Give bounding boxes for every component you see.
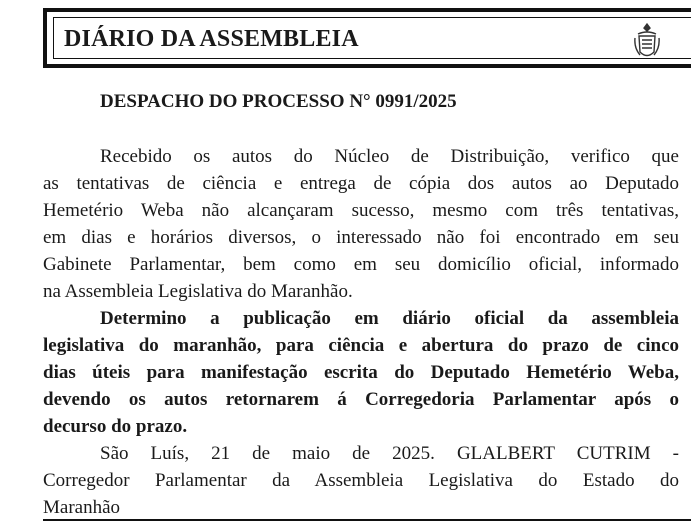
gazette-title: DIÁRIO DA ASSEMBLEIA: [64, 26, 359, 52]
paragraph-line: Corregedor Parlamentar da Assembleia Legislativa do Estado do: [43, 470, 679, 491]
paragraph-line: Hemetério Weba não alcançaram sucesso, mesmo com três tentativas,: [43, 200, 679, 221]
paragraph-line: Recebido os autos do Núcleo de Distribuição, verifico que: [100, 146, 679, 167]
paragraph-line: em dias e horários diversos, o interessado não foi encontrado em seu: [43, 227, 679, 248]
gazette-header-inner-frame: [53, 17, 691, 59]
paragraph-line: São Luís, 21 de maio de 2025. GLALBERT CUTRIM -: [100, 443, 679, 464]
paragraph-line: Gabinete Parlamentar, bem como em seu domicílio oficial, informado: [43, 254, 679, 275]
paragraph-line: legislativa do maranhão, para ciência e abertura do prazo de cinco: [43, 335, 679, 356]
state-coat-of-arms-icon: [632, 22, 662, 62]
dispatch-title: DESPACHO DO PROCESSO N° 0991/2025: [100, 91, 457, 112]
paragraph-line: as tentativas de ciência e entrega de cópia dos autos ao Deputado: [43, 173, 679, 194]
paragraph-line: Maranhão: [43, 497, 121, 518]
paragraph-line: na Assembleia Legislativa do Maranhão.: [43, 281, 353, 302]
bottom-divider: [43, 519, 691, 521]
paragraph-line: decurso do prazo.: [43, 416, 188, 437]
paragraph-line: devendo os autos retornarem á Corregedoria Parlamentar após o: [43, 389, 679, 410]
paragraph-line: Determino a publicação em diário oficial da assembleia: [100, 308, 679, 329]
gazette-header: [43, 8, 691, 68]
paragraph-line: dias úteis para manifestação escrita do Deputado Hemetério Weba,: [43, 362, 679, 383]
